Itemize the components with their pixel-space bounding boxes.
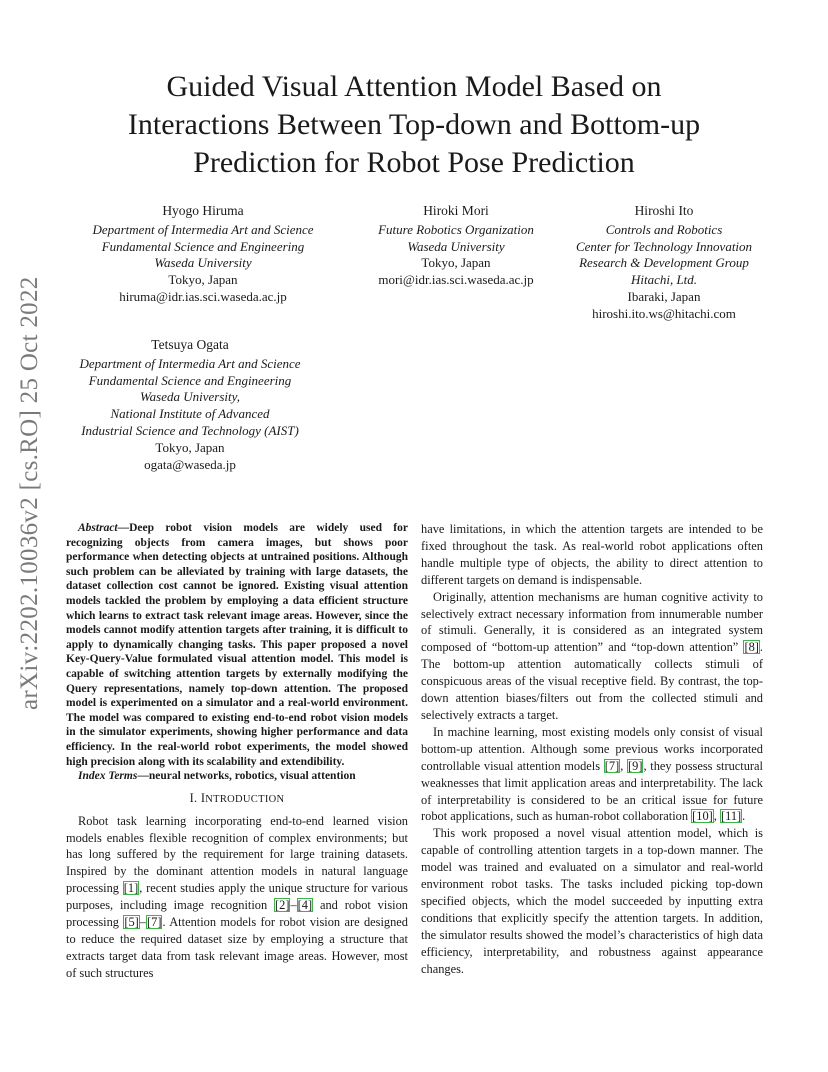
citation-link[interactable]: [2]: [275, 898, 290, 913]
paragraph-text: . The bottom-up attention automatically collects stimuli of conspicuous areas of the visual receptive field. By contrast, the top-down attention biases/filters out from the collected stimuli and selectively extracts a target.: [421, 640, 763, 722]
author-location: Ibaraki, Japan: [627, 288, 701, 304]
paragraph-text: and robot vision processing: [66, 898, 408, 930]
title-line: Guided Visual Attention Model Based on: [166, 70, 662, 103]
author-affiliation: Waseda University,: [140, 389, 240, 405]
citation-link[interactable]: [7]: [604, 758, 620, 773]
author-block-hiruma: [70, 203, 336, 306]
author-affiliation: Department of Intermedia Art and Science: [92, 221, 314, 237]
paragraph-text: Robot task learning incorporating end-to-end learned vision models enables flexible recognition of complex environments; but has long suffered by the requirement for large training datasets. Inspired by the dominant attention models in natural language processing: [66, 813, 408, 896]
arxiv-identifier-stamp: arXiv:2202.10036v2 [cs.RO] 25 Oct 2022: [16, 276, 43, 710]
citation-link[interactable]: [10]: [692, 809, 713, 824]
section-numeral: I. I: [189, 790, 206, 805]
author-location: Tokyo, Japan: [168, 272, 238, 288]
paragraph-text: . Attention models for robot vision are designed to reduce the required dataset size by employing a structure that extracts target data from task relevant image areas. However, most of such structures: [66, 915, 409, 980]
paragraph-text: have limitations, in which the attention targets are intended to be fixed throughout the task. As real-world robot applications often handle multiple type of objects, the ability to direct attention to different targets on demand is indispensable.: [421, 522, 763, 587]
abstract-label: Abstract: [78, 522, 118, 534]
author-affiliation: Waseda University: [154, 255, 252, 271]
author-affiliation: Department of Intermedia Art and Science: [79, 355, 301, 371]
author-affiliation: Fundamental Science and Engineering: [101, 238, 305, 254]
paragraph-text: , they possess structural weaknesses that limit application areas and interpretability. The lack of interpretability is considered to be an critical issue for future robot applications, such as human-robot collaboration: [421, 758, 763, 824]
citation-link[interactable]: [11]: [720, 809, 742, 824]
index-terms: [66, 769, 408, 784]
author-name: Hiroki Mori: [423, 203, 489, 218]
abstract-dash: —: [117, 522, 130, 534]
author-affiliation: Controls and Robotics: [605, 221, 723, 237]
paragraph-text: ,: [713, 809, 720, 824]
section-heading-introduction: [66, 790, 408, 809]
author-affiliation: Research & Development Group: [579, 255, 749, 271]
author-block-ito: [560, 203, 768, 323]
range-dash: –: [139, 915, 147, 930]
author-affiliation: Fundamental Science and Engineering: [88, 372, 292, 388]
citation-link[interactable]: [9]: [628, 758, 643, 773]
citation-link[interactable]: [8]: [744, 640, 759, 655]
author-affiliation: Center for Technology Innovation: [575, 238, 753, 254]
citation-link[interactable]: [1]: [123, 881, 139, 896]
author-affiliation: Waseda University: [407, 238, 505, 254]
paragraph-text: , recent studies apply the unique structure for various purposes, including image recognition: [66, 881, 409, 913]
author-location: Tokyo, Japan: [155, 439, 225, 455]
right-column: [421, 521, 763, 977]
range-dash: –: [290, 898, 297, 913]
citation-link[interactable]: [7]: [147, 915, 162, 930]
index-terms-label: Index Terms: [78, 770, 138, 783]
continued-paragraph: [421, 521, 763, 589]
author-affiliation: Industrial Science and Technology (AIST): [81, 422, 299, 438]
paragraph-text: This work proposed a novel visual attention model, which is capable of controlling attention targets in a top-down manner. The model was trained and evaluated on a simulator and real-world environment robot tasks. The tasks included picking top-down specified objects, which the model succeeded by inputting extra conditions that explicitly specify the attention targets. In addition, the simulator results showed the model’s characteristics of high data efficiency, interpretability, and robustness against appearance changes.: [421, 826, 763, 976]
title-line: Prediction for Robot Pose Prediction: [193, 146, 635, 179]
abstract-text: Deep robot vision models are widely used for recognizing objects from camera images, but shows poor performance when detecting objects at untrained positions. Although such problem can be alleviated by training with large datasets, the dataset collection cost cannot be ignored. Existing visual attention models tackled the problem by employing a data efficient structure which learns to extract task relevant image areas. However, since the models cannot modify attention targets after training, it is difficult to apply to dynamically changing tasks. This paper proposed a novel Key-Query-Value formulated visual attention model. This model is capable of switching attention targets by externally modifying the Query representations, namely top-down attention. The proposed model is experimented on a simulator and a real-world environment. The model was compared to existing end-to-end robot vision models in the simulator experiments, showing higher performance and data efficiency. In the real-world robot experiments, the model showed high precision along with its scalability and extendibility.: [66, 522, 408, 768]
abstract: [66, 521, 408, 769]
author-name: Hiroshi Ito: [634, 203, 694, 218]
author-name: Tetsuya Ogata: [151, 337, 229, 352]
machine-learning-paragraph: [421, 724, 763, 825]
citation-link[interactable]: [4]: [297, 898, 313, 913]
author-affiliation: National Institute of Advanced: [110, 406, 270, 422]
author-email[interactable]: hiruma@idr.ias.sci.waseda.ac.jp: [119, 288, 287, 304]
attention-paragraph: [421, 589, 763, 724]
author-email[interactable]: ogata@waseda.jp: [144, 456, 236, 472]
paragraph-text: ,: [620, 758, 628, 773]
author-affiliation: Hitachi, Ltd.: [630, 272, 698, 288]
left-column: [66, 521, 408, 982]
paragraph-text: In machine learning, most existing models only consist of visual bottom-up attention. Although some previous works incorporated controllable visual attention models: [421, 724, 763, 773]
citation-link[interactable]: [5]: [124, 915, 139, 930]
author-email[interactable]: mori@idr.ias.sci.waseda.ac.jp: [378, 272, 534, 288]
author-name: Hyogo Hiruma: [162, 203, 244, 218]
author-block-ogata: [60, 337, 320, 473]
contribution-paragraph: [421, 825, 763, 977]
title-line: Interactions Between Top-down and Bottom-up: [127, 108, 701, 141]
intro-paragraph: [66, 813, 408, 982]
paragraph-text: .: [742, 809, 746, 824]
index-terms-dash: —: [137, 770, 149, 783]
author-block-mori: [350, 203, 562, 289]
index-terms-text: neural networks, robotics, visual attention: [148, 770, 356, 783]
author-affiliation: Future Robotics Organization: [378, 221, 534, 237]
paper-title: [60, 68, 768, 182]
author-location: Tokyo, Japan: [421, 255, 491, 271]
author-email[interactable]: hiroshi.ito.ws@hitachi.com: [592, 305, 736, 321]
paragraph-text: Originally, attention mechanisms are human cognitive activity to selectively extract necessary information from innumerable number of stimuli. Generally, it is considered as an integrated system composed of “bottom-up attention” and “top-down attention”: [421, 589, 763, 655]
section-title-smallcaps: NTRODUCTION: [205, 793, 285, 805]
